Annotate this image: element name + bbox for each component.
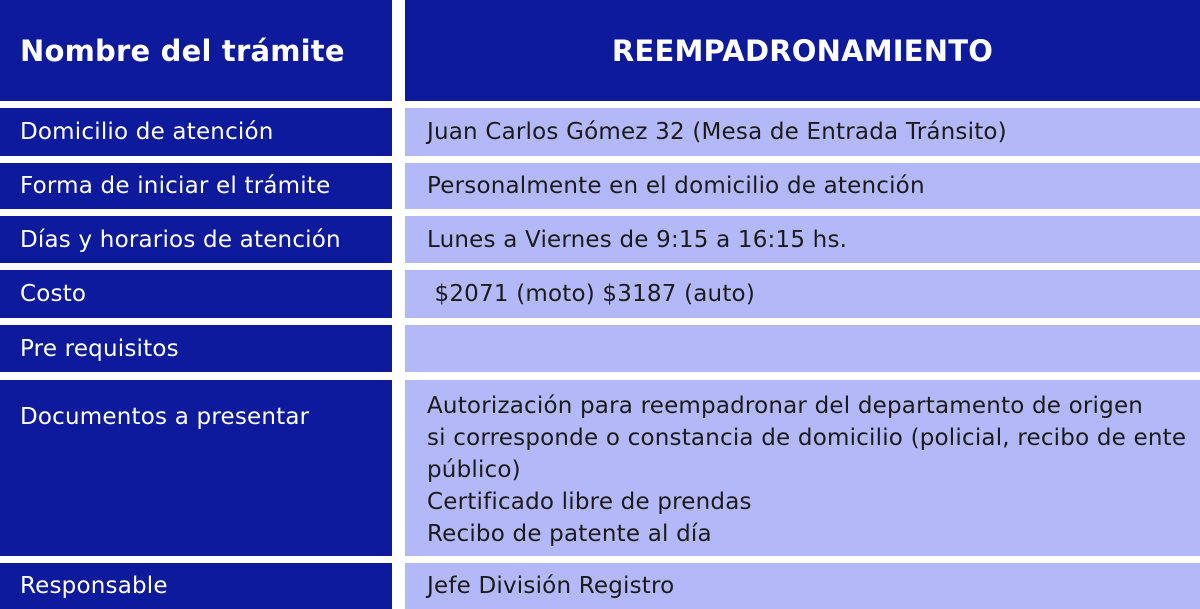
row-label-cell bbox=[0, 563, 392, 609]
row-value-cell bbox=[405, 563, 1200, 609]
header-value-cell bbox=[405, 0, 1200, 101]
row-value-address: Juan Carlos Gómez 32 (Mesa de Entrada Tránsito) bbox=[427, 119, 1007, 145]
document-line: Recibo de patente al día bbox=[427, 521, 712, 547]
document-line: si corresponde o constancia de domicilio (policial, recibo de ente bbox=[427, 425, 1187, 451]
document-line: Certificado libre de prendas bbox=[427, 489, 752, 515]
row-value-cell bbox=[405, 270, 1200, 318]
row-label-schedule: Días y horarios de atención bbox=[20, 226, 341, 253]
row-label-cell bbox=[0, 108, 392, 156]
row-label-cell bbox=[0, 270, 392, 318]
row-value-start-method: Personalmente en el domicilio de atención bbox=[427, 173, 925, 199]
procedure-title: REEMPADRONAMIENTO bbox=[611, 33, 994, 68]
row-label-responsible: Responsable bbox=[20, 573, 168, 599]
header-label-cell bbox=[0, 0, 392, 101]
row-value-cell bbox=[405, 163, 1200, 209]
row-value-responsible: Jefe División Registro bbox=[427, 573, 675, 599]
row-value-cell bbox=[405, 380, 1200, 556]
row-label-cost: Costo bbox=[20, 281, 87, 307]
row-value-schedule: Lunes a Viernes de 9:15 a 16:15 hs. bbox=[427, 226, 848, 253]
row-label-documents: Documentos a presentar bbox=[20, 404, 310, 430]
row-value-cell bbox=[405, 325, 1200, 372]
row-value-cell bbox=[405, 108, 1200, 156]
row-label-address: Domicilio de atención bbox=[20, 119, 274, 145]
row-label-start-method: Forma de iniciar el trámite bbox=[20, 173, 331, 199]
row-label-prerequisites: Pre requisitos bbox=[20, 335, 179, 362]
row-value-cell bbox=[405, 216, 1200, 263]
row-label-cell bbox=[0, 216, 392, 263]
row-value-cost: $2071 (moto) $3187 (auto) bbox=[427, 281, 755, 307]
row-label-cell bbox=[0, 380, 392, 556]
header-label: Nombre del trámite bbox=[20, 33, 345, 68]
document-line: Autorización para reempadronar del departamento de origen bbox=[427, 393, 1144, 419]
row-label-cell bbox=[0, 325, 392, 372]
document-line: público) bbox=[427, 457, 521, 483]
row-label-cell bbox=[0, 163, 392, 209]
